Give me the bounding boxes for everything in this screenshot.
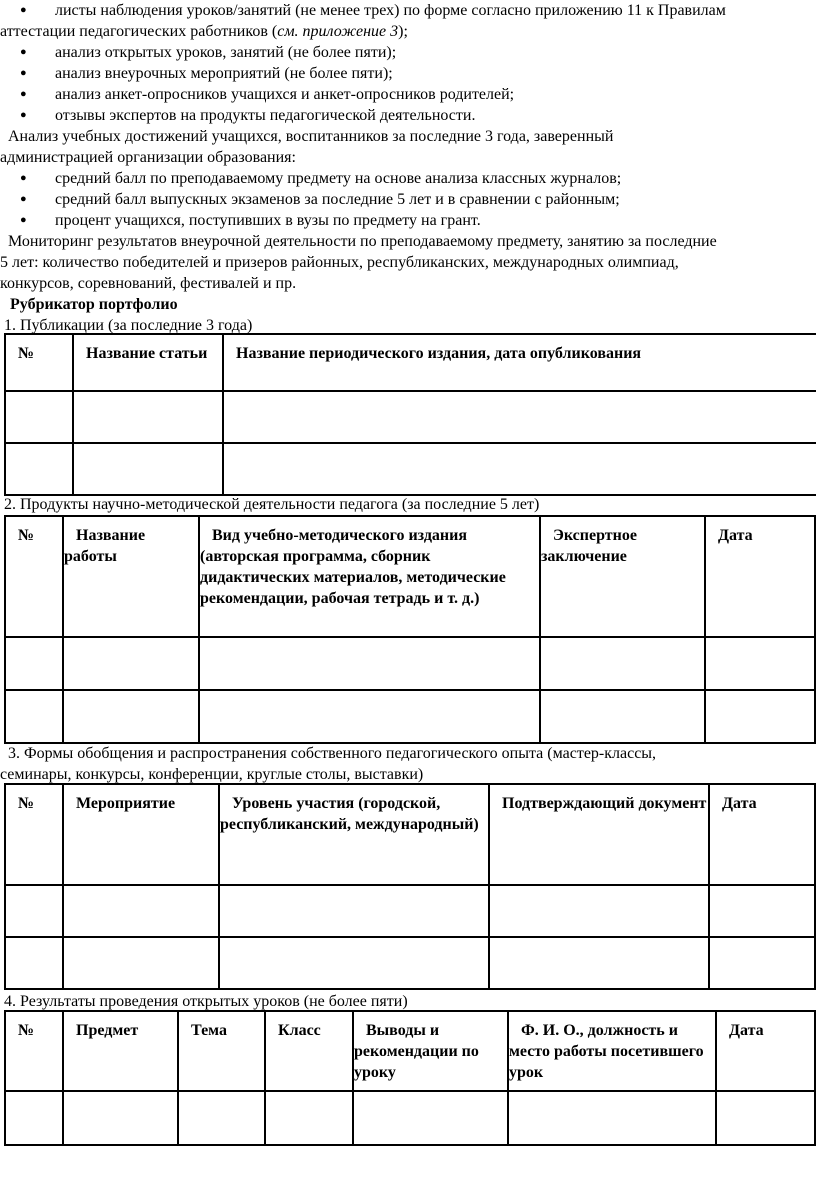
header-cell: Вид учебно-методического издания (авторская программа, сборник дидактических материалов, методические рекомендации, рабочая тетрадь и т. д.)	[199, 516, 540, 637]
table-header-row	[5, 1011, 815, 1091]
bullet-text: листы наблюдения уроков/занятий (не менее трех) по форме согласно приложению 11 к Правилам	[55, 2, 726, 19]
header-cell: Уровень участия (городской, республиканский, международный)	[219, 784, 489, 885]
header-cell: Экспертное заключение	[540, 516, 705, 637]
header-cell: №	[5, 334, 73, 391]
header-cell: Название статьи	[73, 334, 223, 391]
table-cell[interactable]	[353, 1091, 508, 1145]
table-cell[interactable]	[705, 690, 815, 743]
bullet-icon	[20, 210, 46, 231]
table-row	[5, 391, 816, 443]
table-cell[interactable]	[265, 1091, 353, 1145]
header-cell: №	[5, 784, 63, 885]
table-cell[interactable]	[540, 690, 705, 743]
table-cell[interactable]	[199, 637, 540, 690]
table-cell[interactable]	[63, 637, 199, 690]
table-cell[interactable]	[508, 1091, 716, 1145]
table-cell[interactable]	[716, 1091, 815, 1145]
table-row	[5, 937, 815, 989]
header-cell: Название работы	[63, 516, 199, 637]
table-cell[interactable]	[5, 443, 73, 495]
table-cell[interactable]	[178, 1091, 265, 1145]
header-cell: Предмет	[63, 1011, 178, 1091]
paragraph-line: 5 лет: количество победителей и призеров районных, республиканских, международных олимпиад,	[0, 254, 679, 271]
table-cell[interactable]	[63, 690, 199, 743]
header-cell: Выводы и рекомендации по уроку	[353, 1011, 508, 1091]
table-cell[interactable]	[63, 1091, 178, 1145]
header-cell: Дата	[709, 784, 815, 885]
table-cell[interactable]	[223, 443, 816, 495]
table-cell[interactable]	[73, 391, 223, 443]
header-cell: Дата	[716, 1011, 815, 1091]
header-cell: Ф. И. О., должность и место работы посетившего урок	[508, 1011, 716, 1091]
bullet-text: анализ анкет-опросников учащихся и анкет-опросников родителей;	[55, 86, 515, 103]
table-cell[interactable]	[219, 937, 489, 989]
bullet-text: анализ открытых уроков, занятий (не более пяти);	[55, 44, 397, 61]
table-cell[interactable]	[223, 391, 816, 443]
table-cell[interactable]	[709, 885, 815, 937]
table-row	[5, 690, 815, 743]
publications-table	[4, 333, 816, 496]
bullet-icon	[20, 189, 46, 210]
paragraph-line: Мониторинг результатов внеурочной деятельности по преподаваемому предмету, занятию за последние	[0, 233, 717, 250]
table-header-row	[5, 516, 815, 637]
table-cell[interactable]	[709, 937, 815, 989]
bullet-icon	[20, 63, 46, 84]
table-cell[interactable]	[489, 937, 709, 989]
table-cell[interactable]	[199, 690, 540, 743]
bullet-icon	[20, 0, 46, 21]
section-title: 2. Продукты научно-методической деятельности педагога (за последние 5 лет)	[0, 496, 540, 513]
header-cell: Класс	[265, 1011, 353, 1091]
experience-table	[4, 783, 816, 990]
section-title: 3. Формы обобщения и распространения собственного педагогического опыта (мастер-классы,	[0, 745, 657, 762]
paragraph-line: администрацией организации образования:	[0, 149, 296, 166]
table-cell[interactable]	[489, 885, 709, 937]
header-cell: Дата	[705, 516, 815, 637]
table-cell[interactable]	[5, 937, 63, 989]
bullet-icon	[20, 42, 46, 63]
header-cell: №	[5, 516, 63, 637]
header-cell: Название периодического издания, дата опубликования	[223, 334, 816, 391]
table-cell[interactable]	[63, 885, 219, 937]
bullet-icon	[20, 84, 46, 105]
bullet-text: процент учащихся, поступивших в вузы по предмету на грант.	[55, 212, 481, 229]
bullet-text: анализ внеурочных мероприятий (не более пяти);	[55, 65, 393, 82]
bullet-text: средний балл по преподаваемому предмету на основе анализа классных журналов;	[55, 170, 622, 187]
section-title: 4. Результаты проведения открытых уроков (не более пяти)	[0, 993, 408, 1010]
table-cell[interactable]	[73, 443, 223, 495]
header-cell: Тема	[178, 1011, 265, 1091]
section-title: 1. Публикации (за последние 3 года)	[0, 317, 253, 334]
header-cell: Подтверждающий документ	[489, 784, 709, 885]
section-title: семинары, конкурсы, конференции, круглые столы, выставки)	[0, 766, 424, 783]
open-lessons-table	[4, 1010, 816, 1146]
table-row	[5, 443, 816, 495]
paragraph-line: конкурсов, соревнований, фестивалей и пр.	[0, 275, 297, 292]
paragraph-line: Анализ учебных достижений учащихся, воспитанников за последние 3 года, заверенный	[0, 128, 614, 145]
table-cell[interactable]	[540, 637, 705, 690]
bullet-text-continuation: аттестации педагогических работников (см. приложение 3);	[0, 23, 408, 40]
table-header-row	[5, 334, 816, 391]
methodical-products-table	[4, 515, 816, 744]
bullet-text: отзывы экспертов на продукты педагогической деятельности.	[55, 107, 476, 124]
rubric-heading: Рубрикатор портфолио	[10, 296, 178, 313]
bullet-text: средний балл выпускных экзаменов за последние 5 лет и в сравнении с районным;	[55, 191, 620, 208]
table-row	[5, 1091, 815, 1145]
table-cell[interactable]	[5, 391, 73, 443]
table-cell[interactable]	[5, 1091, 63, 1145]
header-cell: Мероприятие	[63, 784, 219, 885]
table-cell[interactable]	[5, 637, 63, 690]
table-cell[interactable]	[219, 885, 489, 937]
table-cell[interactable]	[5, 885, 63, 937]
table-row	[5, 885, 815, 937]
table-cell[interactable]	[5, 690, 63, 743]
table-cell[interactable]	[63, 937, 219, 989]
bullet-icon	[20, 105, 46, 126]
table-row	[5, 637, 815, 690]
header-cell: №	[5, 1011, 63, 1091]
table-cell[interactable]	[705, 637, 815, 690]
bullet-icon	[20, 168, 46, 189]
table-header-row	[5, 784, 815, 885]
